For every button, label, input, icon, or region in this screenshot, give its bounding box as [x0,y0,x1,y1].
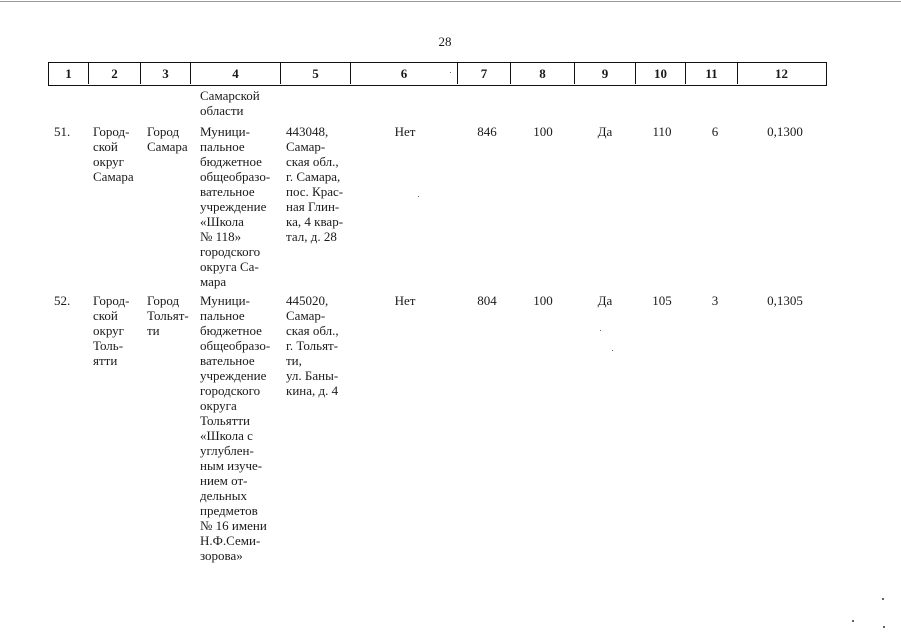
row-col-11: 3 [711,293,719,308]
row-address: 443048, Самар- ская обл., г. Самара, пос. Крас- ная Глин- ка, 4 квар- тал, д. 28 [286,124,344,244]
row-col-7: 846 [477,124,497,139]
scan-speck [450,72,451,73]
row-col-12: 0,1300 [767,124,803,139]
row-district: Город- ской округ Толь- ятти [93,293,130,368]
scan-speck [612,350,613,351]
row-number: 51. [54,124,71,139]
row-city: Город Тольят- ти [147,293,189,338]
header-col-2: 2 [89,63,141,84]
header-col-8: 8 [511,63,575,84]
header-col-5: 5 [281,63,351,84]
row-col-9: Да [597,124,613,139]
row-col-9: Да [597,293,613,308]
row-col-8: 100 [533,124,553,139]
scan-speck [600,330,601,331]
row-address: 445020, Самар- ская обл., г. Тольят- ти, ул. Баны- кина, д. 4 [286,293,339,398]
row-city: Город Самара [147,124,188,154]
header-col-11: 11 [686,63,738,84]
header-col-6: 6 [351,63,458,84]
row-institution: Муници- пальное бюджетное общеобразо- вательное учреждение «Школа № 118» городского округа Са- мара [200,124,271,289]
header-col-7: 7 [458,63,511,84]
row-institution: Муници- пальное бюджетное общеобразо- вательное учреждение городского округа Тольятти «Школа с углублен- ным изуче- нием от- дельных предметов № 16 имени Н.Ф.Семи- зорова» [200,293,271,563]
row-col-7: 804 [477,293,497,308]
scan-speck [883,626,885,628]
header-col-9: 9 [575,63,636,84]
row-district: Город- ской округ Самара [93,124,134,184]
row-col-6: Нет [394,293,416,308]
row-number: 52. [54,293,71,308]
header-col-1: 1 [49,63,89,84]
top-border-line [0,1,901,2]
scan-speck [882,598,884,600]
table-header-row [48,62,827,86]
scan-speck [418,196,419,197]
row-col-12: 0,1305 [767,293,803,308]
row-col-6: Нет [394,124,416,139]
header-col-12: 12 [775,66,788,81]
row-col-11: 6 [711,124,719,139]
header-col-3: 3 [141,63,191,84]
header-col-10: 10 [636,63,686,84]
row-col-10: 105 [652,293,672,308]
continued-institution-cell: Самарской области [200,88,260,118]
page-number: 28 [438,34,452,49]
row-col-8: 100 [533,293,553,308]
header-col-4: 4 [191,63,281,84]
row-col-10: 110 [652,124,672,139]
scan-speck [852,620,854,622]
